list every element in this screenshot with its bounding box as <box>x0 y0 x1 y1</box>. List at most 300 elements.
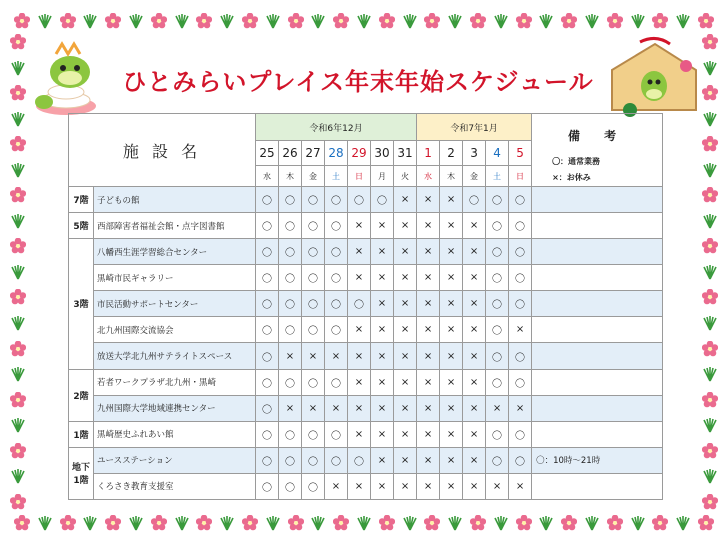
pine-leaf-icon <box>702 468 718 484</box>
pine-leaf-icon <box>310 13 326 29</box>
pine-leaf-icon <box>82 13 98 29</box>
status-mark: 〇 <box>348 447 371 473</box>
plum-blossom-icon <box>14 13 30 29</box>
plum-blossom-icon <box>424 515 440 531</box>
remark-cell <box>532 421 663 447</box>
status-mark: 〇 <box>302 291 325 317</box>
pine-leaf-icon <box>219 515 235 531</box>
month-header-jan: 令和7年1月 <box>417 114 532 141</box>
status-mark: 〇 <box>509 213 532 239</box>
plum-blossom-icon <box>607 515 623 531</box>
status-mark: 〇 <box>486 265 509 291</box>
status-mark: × <box>417 395 440 421</box>
status-mark: × <box>371 369 394 395</box>
pine-leaf-icon <box>702 366 718 382</box>
status-mark: 〇 <box>256 239 279 265</box>
status-mark: × <box>371 421 394 447</box>
status-mark: 〇 <box>256 343 279 369</box>
remark-cell <box>532 239 663 265</box>
weekday: 火 <box>394 166 417 187</box>
plum-blossom-icon <box>105 13 121 29</box>
status-mark: 〇 <box>486 239 509 265</box>
status-mark: × <box>417 239 440 265</box>
floor-label: 1階 <box>69 421 94 447</box>
plum-blossom-icon <box>379 515 395 531</box>
plum-blossom-icon <box>14 515 30 531</box>
status-mark: × <box>417 421 440 447</box>
facility-name: 黒崎歴史ふれあい館 <box>94 421 256 447</box>
status-mark: 〇 <box>486 187 509 213</box>
plum-blossom-icon <box>105 515 121 531</box>
status-mark: × <box>348 369 371 395</box>
page-title: ひとみらいプレイス年末年始スケジュール <box>122 68 594 96</box>
weekday: 月 <box>371 166 394 187</box>
status-mark: × <box>463 265 486 291</box>
facility-name: 若者ワークプラザ北九州・黒崎 <box>94 369 256 395</box>
status-mark: × <box>302 395 325 421</box>
pine-leaf-icon <box>702 213 718 229</box>
pine-leaf-icon <box>584 13 600 29</box>
plum-blossom-icon <box>10 85 26 101</box>
day-number: 26 <box>279 141 302 166</box>
status-mark: × <box>463 369 486 395</box>
pine-leaf-icon <box>402 13 418 29</box>
table-row <box>69 421 663 447</box>
status-mark: 〇 <box>302 421 325 447</box>
plum-blossom-icon <box>702 392 718 408</box>
status-mark: 〇 <box>279 447 302 473</box>
status-mark: 〇 <box>509 421 532 447</box>
day-number: 30 <box>371 141 394 166</box>
weekday: 日 <box>509 166 532 187</box>
pine-leaf-icon <box>174 515 190 531</box>
status-mark: 〇 <box>325 213 348 239</box>
plum-blossom-icon <box>333 515 349 531</box>
pine-leaf-icon <box>702 417 718 433</box>
status-mark: 〇 <box>279 187 302 213</box>
schedule-table <box>68 113 663 500</box>
plum-blossom-icon <box>333 13 349 29</box>
pine-leaf-icon <box>675 515 691 531</box>
table-row <box>69 213 663 239</box>
pine-leaf-icon <box>356 515 372 531</box>
plum-blossom-icon <box>470 13 486 29</box>
remarks-label: 備 考 <box>567 129 627 143</box>
pine-leaf-icon <box>675 13 691 29</box>
status-mark: 〇 <box>509 265 532 291</box>
status-mark: × <box>325 395 348 421</box>
status-mark: 〇 <box>302 265 325 291</box>
status-mark: × <box>509 473 532 499</box>
status-mark: × <box>463 447 486 473</box>
pine-leaf-icon <box>265 515 281 531</box>
status-mark: × <box>486 473 509 499</box>
status-mark: 〇 <box>279 369 302 395</box>
status-mark: 〇 <box>509 369 532 395</box>
status-mark: 〇 <box>325 369 348 395</box>
status-mark: 〇 <box>325 447 348 473</box>
pine-leaf-icon <box>128 515 144 531</box>
plum-blossom-icon <box>196 13 212 29</box>
status-mark: × <box>348 421 371 447</box>
pine-leaf-icon <box>10 162 26 178</box>
plum-blossom-icon <box>702 494 718 510</box>
status-mark: × <box>394 187 417 213</box>
pine-leaf-icon <box>447 13 463 29</box>
status-mark: 〇 <box>256 187 279 213</box>
floor-label: 5階 <box>69 213 94 239</box>
status-mark: × <box>463 213 486 239</box>
status-mark: × <box>371 343 394 369</box>
status-mark: × <box>440 343 463 369</box>
weekday: 日 <box>348 166 371 187</box>
status-mark: 〇 <box>325 317 348 343</box>
day-number: 31 <box>394 141 417 166</box>
pine-leaf-icon <box>128 13 144 29</box>
remark-cell <box>532 395 663 421</box>
status-mark: 〇 <box>279 317 302 343</box>
pine-leaf-icon <box>10 60 26 76</box>
plum-blossom-icon <box>702 238 718 254</box>
pine-leaf-icon <box>447 515 463 531</box>
status-mark: 〇 <box>256 447 279 473</box>
status-mark: × <box>371 265 394 291</box>
day-number: 25 <box>256 141 279 166</box>
plum-blossom-icon <box>561 13 577 29</box>
plum-blossom-icon <box>10 289 26 305</box>
pine-leaf-icon <box>702 111 718 127</box>
status-mark: 〇 <box>256 421 279 447</box>
plum-blossom-icon <box>10 392 26 408</box>
status-mark: 〇 <box>279 265 302 291</box>
status-mark: × <box>440 369 463 395</box>
status-mark: × <box>463 317 486 343</box>
status-mark: × <box>348 239 371 265</box>
facility-name: 市民活動サポートセンター <box>94 291 256 317</box>
plum-blossom-icon <box>561 515 577 531</box>
status-mark: × <box>394 213 417 239</box>
status-mark: × <box>371 239 394 265</box>
pine-leaf-icon <box>493 13 509 29</box>
status-mark: × <box>371 447 394 473</box>
day-number: 5 <box>509 141 532 166</box>
status-mark: 〇 <box>371 187 394 213</box>
status-mark: 〇 <box>486 421 509 447</box>
status-mark: × <box>417 265 440 291</box>
plum-blossom-icon <box>652 13 668 29</box>
status-mark: × <box>440 421 463 447</box>
table-row <box>69 369 663 395</box>
day-number: 28 <box>325 141 348 166</box>
remarks-header <box>532 114 663 187</box>
legend-open: 〇：通常業務 <box>552 157 601 166</box>
status-mark: × <box>440 473 463 499</box>
border-right <box>700 34 720 510</box>
weekday: 土 <box>486 166 509 187</box>
facility-name: 北九州国際交流協会 <box>94 317 256 343</box>
status-mark: × <box>440 317 463 343</box>
table-row <box>69 187 663 213</box>
status-mark: × <box>302 343 325 369</box>
table-row <box>69 473 663 499</box>
pine-leaf-icon <box>584 515 600 531</box>
weekday: 金 <box>302 166 325 187</box>
status-mark: × <box>417 291 440 317</box>
status-mark: × <box>371 291 394 317</box>
facility-name: ユースステーション <box>94 447 256 473</box>
status-mark: 〇 <box>486 343 509 369</box>
table-row <box>69 239 663 265</box>
status-mark: × <box>440 265 463 291</box>
status-mark: × <box>440 447 463 473</box>
status-mark: × <box>325 473 348 499</box>
plum-blossom-icon <box>288 13 304 29</box>
status-mark: × <box>394 421 417 447</box>
status-mark: 〇 <box>486 213 509 239</box>
table-row <box>69 317 663 343</box>
status-mark: 〇 <box>302 447 325 473</box>
floor-label: 3階 <box>69 239 94 369</box>
plum-blossom-icon <box>60 13 76 29</box>
status-mark: × <box>486 395 509 421</box>
status-mark: 〇 <box>302 369 325 395</box>
plum-blossom-icon <box>607 13 623 29</box>
status-mark: 〇 <box>279 291 302 317</box>
status-mark: × <box>509 317 532 343</box>
plum-blossom-icon <box>702 443 718 459</box>
plum-blossom-icon <box>60 515 76 531</box>
status-mark: 〇 <box>279 239 302 265</box>
table-row <box>69 343 663 369</box>
plum-blossom-icon <box>702 289 718 305</box>
status-mark: × <box>371 213 394 239</box>
pine-leaf-icon <box>402 515 418 531</box>
plum-blossom-icon <box>424 13 440 29</box>
pine-leaf-icon <box>82 515 98 531</box>
status-mark: × <box>394 317 417 343</box>
status-mark: 〇 <box>463 187 486 213</box>
status-mark: × <box>371 395 394 421</box>
month-header-dec: 令和6年12月 <box>256 114 417 141</box>
plum-blossom-icon <box>702 34 718 50</box>
pine-leaf-icon <box>10 111 26 127</box>
status-mark: × <box>348 265 371 291</box>
status-mark: × <box>417 473 440 499</box>
status-mark: 〇 <box>256 291 279 317</box>
status-mark: 〇 <box>486 369 509 395</box>
pine-leaf-icon <box>310 515 326 531</box>
status-mark: 〇 <box>325 421 348 447</box>
pine-leaf-icon <box>219 13 235 29</box>
facility-name: 子どもの館 <box>94 187 256 213</box>
status-mark: × <box>417 343 440 369</box>
pine-leaf-icon <box>37 515 53 531</box>
status-mark: 〇 <box>509 187 532 213</box>
pine-leaf-icon <box>265 13 281 29</box>
status-mark: × <box>394 473 417 499</box>
plum-blossom-icon <box>10 238 26 254</box>
status-mark: 〇 <box>256 473 279 499</box>
status-mark: 〇 <box>279 421 302 447</box>
plum-blossom-icon <box>151 515 167 531</box>
border-bottom <box>14 512 714 534</box>
day-number: 3 <box>463 141 486 166</box>
facility-name: 黒崎市民ギャラリー <box>94 265 256 291</box>
status-mark: 〇 <box>302 473 325 499</box>
status-mark: 〇 <box>486 447 509 473</box>
status-mark: 〇 <box>279 213 302 239</box>
status-mark: × <box>348 213 371 239</box>
status-mark: × <box>463 395 486 421</box>
status-mark: × <box>394 343 417 369</box>
remark-cell <box>532 265 663 291</box>
plum-blossom-icon <box>242 515 258 531</box>
remark-cell <box>532 369 663 395</box>
status-mark: × <box>417 317 440 343</box>
status-mark: × <box>325 343 348 369</box>
status-mark: 〇 <box>256 395 279 421</box>
facility-name: 西部障害者福祉会館・点字図書館 <box>94 213 256 239</box>
status-mark: × <box>279 343 302 369</box>
status-mark: × <box>417 187 440 213</box>
status-mark: 〇 <box>325 265 348 291</box>
day-number: 2 <box>440 141 463 166</box>
facility-name: くろさき教育支援室 <box>94 473 256 499</box>
status-mark: × <box>509 395 532 421</box>
status-mark: 〇 <box>302 317 325 343</box>
status-mark: 〇 <box>325 187 348 213</box>
status-mark: × <box>463 291 486 317</box>
table-row <box>69 291 663 317</box>
status-mark: × <box>394 265 417 291</box>
pine-leaf-icon <box>538 13 554 29</box>
pine-leaf-icon <box>630 515 646 531</box>
plum-blossom-icon <box>10 494 26 510</box>
floor-label: 7階 <box>69 187 94 213</box>
pine-leaf-icon <box>10 417 26 433</box>
status-mark: × <box>440 213 463 239</box>
facility-name: 放送大学北九州サテライトスペース <box>94 343 256 369</box>
table-row <box>69 447 663 473</box>
status-mark: 〇 <box>486 317 509 343</box>
remark-cell <box>532 317 663 343</box>
status-mark: 〇 <box>325 291 348 317</box>
status-mark: × <box>348 473 371 499</box>
plum-blossom-icon <box>702 187 718 203</box>
status-mark: 〇 <box>509 239 532 265</box>
facility-name: 八幡西生涯学習総合センター <box>94 239 256 265</box>
pine-leaf-icon <box>10 264 26 280</box>
schedule-body <box>69 187 663 500</box>
remark-cell <box>532 187 663 213</box>
plum-blossom-icon <box>516 515 532 531</box>
status-mark: × <box>279 395 302 421</box>
plum-blossom-icon <box>288 515 304 531</box>
status-mark: × <box>417 447 440 473</box>
remark-cell <box>532 291 663 317</box>
status-mark: 〇 <box>256 369 279 395</box>
status-mark: × <box>440 291 463 317</box>
day-number: 1 <box>417 141 440 166</box>
status-mark: 〇 <box>348 291 371 317</box>
pine-leaf-icon <box>10 213 26 229</box>
plum-blossom-icon <box>698 13 714 29</box>
status-mark: × <box>417 213 440 239</box>
facility-name-header: 施 設 名 <box>69 114 256 187</box>
status-mark: × <box>394 447 417 473</box>
plum-blossom-icon <box>702 85 718 101</box>
plum-blossom-icon <box>10 187 26 203</box>
status-mark: × <box>394 369 417 395</box>
pine-leaf-icon <box>174 13 190 29</box>
plum-blossom-icon <box>702 136 718 152</box>
status-mark: × <box>440 395 463 421</box>
status-mark: 〇 <box>509 447 532 473</box>
pine-leaf-icon <box>702 264 718 280</box>
status-mark: 〇 <box>348 187 371 213</box>
plum-blossom-icon <box>151 13 167 29</box>
plum-blossom-icon <box>652 515 668 531</box>
floor-label: 地下 1階 <box>69 447 94 499</box>
status-mark: × <box>348 343 371 369</box>
status-mark: 〇 <box>486 291 509 317</box>
facility-name: 九州国際大学地域連携センター <box>94 395 256 421</box>
weekday: 木 <box>440 166 463 187</box>
plum-blossom-icon <box>10 136 26 152</box>
status-mark: × <box>348 395 371 421</box>
pine-leaf-icon <box>37 13 53 29</box>
status-mark: 〇 <box>302 187 325 213</box>
status-mark: 〇 <box>302 239 325 265</box>
snake-mochi-illustration <box>30 40 110 118</box>
remark-cell <box>532 473 663 499</box>
ema-snake-illustration <box>600 36 700 118</box>
status-mark: × <box>394 291 417 317</box>
plum-blossom-icon <box>470 515 486 531</box>
status-mark: 〇 <box>325 239 348 265</box>
pine-leaf-icon <box>10 468 26 484</box>
status-mark: 〇 <box>256 213 279 239</box>
pine-leaf-icon <box>630 13 646 29</box>
remark-cell <box>532 343 663 369</box>
status-mark: 〇 <box>302 213 325 239</box>
plum-blossom-icon <box>10 341 26 357</box>
status-mark: × <box>463 239 486 265</box>
day-number: 4 <box>486 141 509 166</box>
weekday: 水 <box>417 166 440 187</box>
weekday: 土 <box>325 166 348 187</box>
day-number: 29 <box>348 141 371 166</box>
status-mark: 〇 <box>509 343 532 369</box>
status-mark: × <box>394 395 417 421</box>
status-mark: × <box>371 473 394 499</box>
status-mark: × <box>463 421 486 447</box>
status-mark: × <box>463 343 486 369</box>
pine-leaf-icon <box>10 315 26 331</box>
status-mark: × <box>417 369 440 395</box>
weekday: 水 <box>256 166 279 187</box>
weekday: 木 <box>279 166 302 187</box>
plum-blossom-icon <box>242 13 258 29</box>
status-mark: × <box>371 317 394 343</box>
weekday: 金 <box>463 166 486 187</box>
pine-leaf-icon <box>702 60 718 76</box>
pine-leaf-icon <box>702 162 718 178</box>
plum-blossom-icon <box>10 34 26 50</box>
remark-cell <box>532 213 663 239</box>
border-top <box>14 10 714 32</box>
pine-leaf-icon <box>702 315 718 331</box>
